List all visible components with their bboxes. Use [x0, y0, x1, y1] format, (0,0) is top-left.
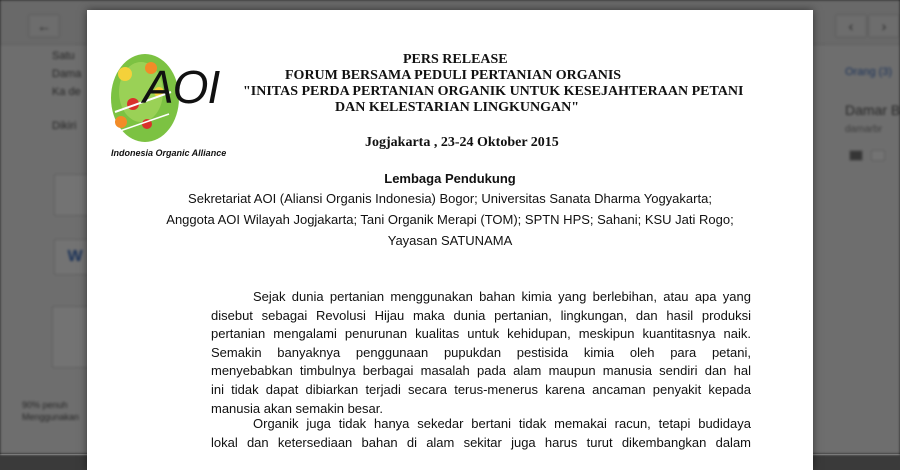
- text-line: disebut sebagai Revolusi Hijau maka dunia pertanian, lingkungan, dan hasil produksi: [211, 307, 751, 323]
- text-line: Organik juga tidak hanya sekedar bertani tidak memakai racun, tetapi budidaya: [253, 416, 751, 431]
- paragraph-organic: [211, 415, 751, 452]
- doc-title-forum: FORUM BERSAMA PEDULI PERTANIAN ORGANIS: [285, 68, 622, 83]
- support-line: Anggota AOI Wilayah Jogjakarta; Tani Organik Merapi (TOM); SPTN HPS; Sahani; KSU Jati Rogo;: [166, 212, 734, 227]
- text-line: menyebabkan timbulnya berbagai masalah pada alam maupun manusia sendiri dan hal: [211, 363, 751, 379]
- logo-mark: AOI: [143, 61, 220, 113]
- doc-title-initiative: "INITAS PERDA PERTANIAN ORGANIK UNTUK KESEJAHTERAAN PETANI: [243, 84, 744, 99]
- support-heading: Lembaga Pendukung: [384, 171, 516, 186]
- text-line: pertanian mengalami penurunan kualitas untuk kehidupan, meskipun kuantitasnya naik.: [211, 326, 751, 342]
- support-line: Sekretariat AOI (Aliansi Organis Indonesia) Bogor; Universitas Sanata Dharma Yogyakarta;: [188, 191, 712, 206]
- logo-tagline: Indonesia Organic Alliance: [111, 148, 227, 158]
- text-line: ini tidak dapat dibiarkan terjadi secara terus-menerus karena ancaman penyakit kepada: [211, 381, 751, 397]
- text-line: manusia akan semakin besar.: [211, 400, 383, 416]
- text-line: lokal dan ketersediaan bahan di alam sekitar juga harus turut dikembangkan dalam: [211, 434, 751, 450]
- paragraph-intro: [211, 288, 751, 418]
- support-line: Yayasan SATUNAMA: [387, 233, 513, 248]
- doc-date-line: Jogjakarta , 23-24 Oktober 2015: [365, 135, 559, 150]
- text-line: Sejak dunia pertanian menggunakan bahan kimia yang berlebihan, atau apa yang: [253, 289, 751, 304]
- doc-title-environment: DAN KELESTARIAN LINGKUNGAN": [335, 100, 579, 115]
- doc-title: PERS RELEASE: [403, 52, 508, 67]
- text-line: Semakin banyaknya penggunaan pupukdan pestisida kimia oleh para petani,: [211, 344, 751, 360]
- document-page: [87, 10, 813, 470]
